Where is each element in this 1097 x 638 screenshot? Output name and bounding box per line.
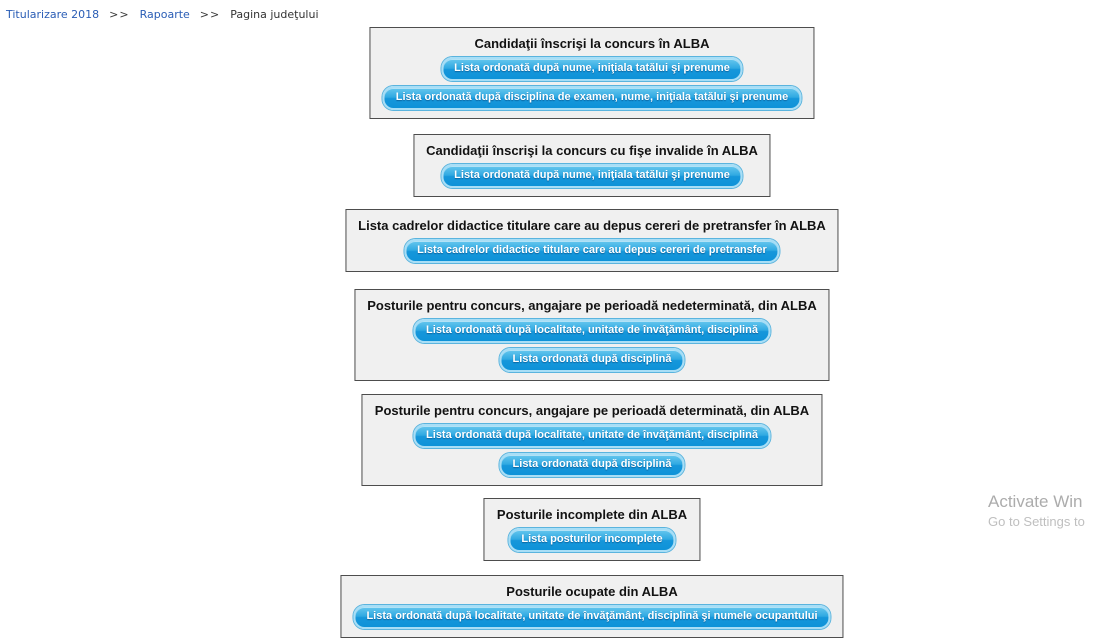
report-button-pretransfer-list[interactable]: Lista cadrelor didactice titulare care au depus cereri de pretransfer [404,239,780,263]
watermark-subtitle: Go to Settings to [988,514,1085,529]
section-incomplete-positions [484,498,700,561]
section-positions-definite-period [362,394,822,486]
section-title: Lista cadrelor didactice titulare care au depus cereri de pretransfer în ALBA [358,218,826,233]
breadcrumb-separator: >> [199,8,221,21]
report-button-by-discipline-name[interactable]: Lista ordonată după disciplina de examen, nume, iniţiala tatălui şi prenume [383,86,801,110]
report-button-by-name[interactable]: Lista ordonată după nume, iniţiala tatălui şi prenume [441,57,743,81]
report-button-incomplete-positions[interactable]: Lista posturilor incomplete [508,528,675,552]
report-button-by-locality-school-discipline[interactable]: Lista ordonată după localitate, unitate de învăţământ, disciplină [413,424,771,448]
section-title: Candidaţii înscrişi la concurs cu fişe invalide în ALBA [426,143,758,158]
section-candidates-enrolled [370,27,814,119]
breadcrumb-link-titularizare[interactable]: Titularizare 2018 [6,8,100,21]
report-list [340,27,843,638]
section-title: Posturile ocupate din ALBA [506,584,678,599]
report-button-by-locality-school-discipline[interactable]: Lista ordonată după localitate, unitate de învăţământ, disciplină [413,319,771,343]
section-title: Posturile pentru concurs, angajare pe perioadă determinată, din ALBA [374,403,810,418]
watermark-title: Activate Win [988,492,1083,511]
section-positions-indefinite-period [354,289,830,381]
section-pretransfer-requests [345,209,839,272]
section-title: Posturile incomplete din ALBA [496,507,688,522]
report-button-by-name[interactable]: Lista ordonată după nume, iniţiala tatălui şi prenume [441,164,743,188]
breadcrumb [6,8,319,21]
section-candidates-invalid-sheets [413,134,771,197]
section-title: Candidaţii înscrişi la concurs în ALBA [474,36,710,51]
windows-activation-watermark [988,491,1085,531]
report-button-by-locality-school-discipline-occupant[interactable]: Lista ordonată după localitate, unitate de învăţământ, disciplină şi numele ocupantului [353,605,830,629]
section-title: Posturile pentru concurs, angajare pe perioadă nedeterminată, din ALBA [367,298,817,313]
report-button-by-discipline[interactable]: Lista ordonată după disciplină [500,348,685,372]
breadcrumb-current-page: Pagina judeţului [230,8,319,21]
breadcrumb-separator: >> [109,8,130,21]
report-button-by-discipline[interactable]: Lista ordonată după disciplină [500,453,685,477]
section-occupied-positions [340,575,843,638]
breadcrumb-link-rapoarte[interactable]: Rapoarte [139,8,190,21]
